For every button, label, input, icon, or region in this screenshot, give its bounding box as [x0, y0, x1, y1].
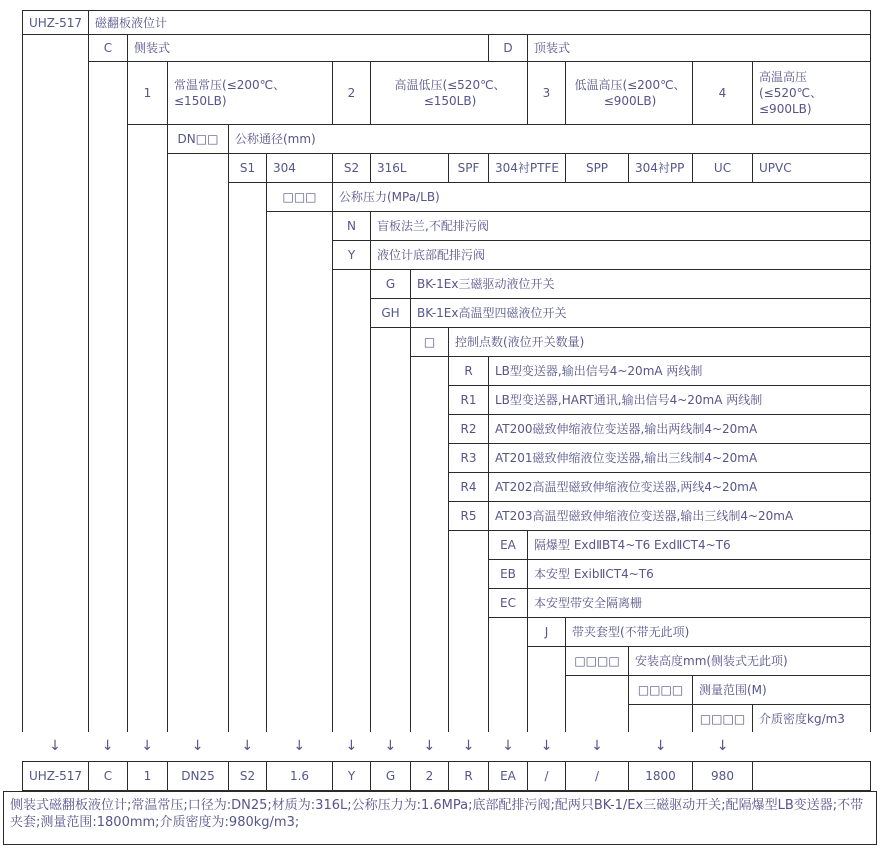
- down-arrow-icon: ↓: [423, 737, 436, 754]
- spacer-cell: [449, 531, 489, 734]
- drain-code-n: N: [333, 212, 371, 241]
- pressure-label: 公称压力(MPa/LB): [333, 183, 871, 212]
- mount-top-label: 顶装式: [528, 35, 871, 62]
- down-arrow-icon: ↓: [141, 737, 153, 754]
- material-code-spp: SPP: [566, 154, 629, 183]
- material-code-s1: S1: [229, 154, 267, 183]
- diameter-code: DN□□: [168, 125, 229, 154]
- example-model: UHZ-517: [23, 762, 89, 791]
- spacer-cell: [23, 35, 89, 734]
- example-diameter: DN25: [168, 762, 229, 791]
- control-points-code: □: [411, 328, 449, 357]
- model-code: UHZ-517: [23, 11, 89, 35]
- example-height-slash: /: [566, 762, 629, 791]
- down-arrow-icon: ↓: [191, 737, 204, 754]
- protection-code-eb: EB: [489, 560, 528, 589]
- arrow-row-empty-cell: [753, 732, 871, 759]
- transmitter-code-r2: R2: [449, 415, 489, 444]
- model-selection-table: [22, 10, 871, 734]
- spacer-cell: [267, 212, 333, 734]
- transmitter-label-r4: AT202高温型磁致伸缩液位变送器,两线4~20mA: [489, 473, 871, 502]
- down-arrow-icon: ↓: [101, 737, 114, 754]
- temp-pressure-code-2: 2: [333, 62, 371, 125]
- table-row: [22, 732, 871, 759]
- example-range: 1800: [629, 762, 693, 791]
- switch-label-gh: BK-1Ex高温型四磁液位开关: [411, 299, 871, 328]
- transmitter-code-r1: R1: [449, 386, 489, 415]
- control-points-label: 控制点数(液位开关数量): [449, 328, 871, 357]
- example-code-table: [22, 761, 871, 791]
- down-arrow-icon: ↓: [241, 737, 254, 754]
- transmitter-label-r5: AT203高温型磁致伸缩液位变送器,输出三线制4~20mA: [489, 502, 871, 531]
- measure-range-label: 测量范围(M): [693, 676, 871, 705]
- example-temp-pressure: 1: [128, 762, 168, 791]
- temp-pressure-code-4: 4: [693, 62, 753, 125]
- jacket-code: J: [528, 618, 566, 647]
- drain-code-y: Y: [333, 241, 371, 270]
- table-row: [23, 125, 871, 154]
- spacer-cell: [168, 154, 229, 734]
- switch-code-g: G: [371, 270, 411, 299]
- transmitter-label-r2: AT200磁致伸缩液位变送器,输出两线制4~20mA: [489, 415, 871, 444]
- material-code-spf: SPF: [449, 154, 489, 183]
- transmitter-label-r3: AT201磁致伸缩液位变送器,输出三线制4~20mA: [489, 444, 871, 473]
- example-pressure: 1.6: [267, 762, 333, 791]
- material-label-s1: 304: [267, 154, 333, 183]
- diameter-label: 公称通径(mm): [229, 125, 871, 154]
- down-arrow-icon: ↓: [502, 737, 514, 754]
- temp-pressure-code-1: 1: [128, 62, 168, 125]
- material-code-uc: UC: [693, 154, 753, 183]
- mount-side-code: C: [89, 35, 128, 62]
- spacer-cell: [528, 647, 566, 734]
- transmitter-code-r5: R5: [449, 502, 489, 531]
- temp-pressure-label-1: 常温常压(≤200℃、≤150LB): [168, 62, 333, 125]
- medium-density-code: □□□□: [693, 705, 753, 734]
- protection-label-ea: 隔爆型 ExdⅡBT4~T6 ExdⅡCT4~T6: [528, 531, 871, 560]
- pressure-code: □□□: [267, 183, 333, 212]
- switch-label-g: BK-1Ex三磁驱动液位开关: [411, 270, 871, 299]
- example-mounting: C: [89, 762, 128, 791]
- switch-code-gh: GH: [371, 299, 411, 328]
- spacer-cell: [489, 618, 528, 734]
- down-arrow-icon: ↓: [591, 737, 603, 754]
- down-arrow-icon: ↓: [654, 737, 667, 754]
- drain-label-n: 盲板法兰,不配排污阀: [371, 212, 871, 241]
- mount-side-label: 侧装式: [128, 35, 489, 62]
- down-arrow-icon: ↓: [293, 737, 306, 754]
- material-label-spp: 304衬PP: [629, 154, 693, 183]
- mount-top-code: D: [489, 35, 528, 62]
- temp-pressure-code-3: 3: [528, 62, 566, 125]
- example-empty-cell: [753, 762, 871, 791]
- example-drain: Y: [333, 762, 371, 791]
- down-arrow-icon: ↓: [49, 737, 61, 754]
- protection-label-ec: 本安型带安全隔离栅: [528, 589, 871, 618]
- protection-label-eb: 本安型 ExibⅡCT4~T6: [528, 560, 871, 589]
- material-label-spf: 304衬PTFE: [489, 154, 566, 183]
- down-arrow-icon: ↓: [345, 737, 358, 754]
- table-row: [23, 11, 871, 35]
- table-row: [23, 35, 871, 62]
- transmitter-code-r: R: [449, 357, 489, 386]
- spacer-cell: [229, 183, 267, 734]
- jacket-label: 带夹套型(不带无此项): [566, 618, 871, 647]
- down-arrow-icon: ↓: [716, 737, 729, 754]
- example-protection: EA: [489, 762, 528, 791]
- protection-code-ec: EC: [489, 589, 528, 618]
- down-arrow-icon: ↓: [384, 737, 397, 754]
- drain-label-y: 液位计底部配排污阀: [371, 241, 871, 270]
- table-row: [23, 62, 871, 125]
- down-arrow-icon: ↓: [540, 737, 553, 754]
- measure-range-code: □□□□: [629, 676, 693, 705]
- transmitter-code-r3: R3: [449, 444, 489, 473]
- material-label-s2: 316L: [371, 154, 449, 183]
- product-name: 磁翻板液位计: [89, 11, 871, 35]
- transmitter-code-r4: R4: [449, 473, 489, 502]
- example-control-points: 2: [411, 762, 449, 791]
- material-label-uc: UPVC: [753, 154, 871, 183]
- example-density: 980: [693, 762, 753, 791]
- example-description: 侧装式磁翻板液位计;常温常压;口径为:DN25;材质为:316L;公称压力为:1.6MPa;底部配排污阀;配两只BK-1/Ex三磁驱动开关;配隔爆型LB变送器;不带夹套;测量范围:1800mm;介质密度为:980kg/m3;: [3, 791, 877, 845]
- spacer-cell: [566, 676, 629, 734]
- medium-density-label: 介质密度kg/m3: [753, 705, 871, 734]
- table-row: [23, 762, 871, 791]
- protection-code-ea: EA: [489, 531, 528, 560]
- install-height-code: □□□□: [566, 647, 629, 676]
- arrow-row: [22, 732, 871, 759]
- example-material: S2: [229, 762, 267, 791]
- transmitter-label-r1: LB型变送器,HART通讯,输出信号4~20mA 两线制: [489, 386, 871, 415]
- spacer-cell: [371, 328, 411, 734]
- spacer-cell: [629, 705, 693, 734]
- spacer-cell: [89, 62, 128, 734]
- example-transmitter: R: [449, 762, 489, 791]
- spacer-cell: [128, 125, 168, 734]
- install-height-label: 安装高度mm(侧装式无此项): [629, 647, 871, 676]
- temp-pressure-label-4: 高温高压(≤520℃、≤900LB): [753, 62, 871, 125]
- spacer-cell: [411, 357, 449, 734]
- material-code-s2: S2: [333, 154, 371, 183]
- transmitter-label-r: LB型变送器,输出信号4~20mA 两线制: [489, 357, 871, 386]
- example-jacket-slash: /: [528, 762, 566, 791]
- temp-pressure-label-3: 低温高压(≤200℃、≤900LB): [566, 62, 693, 125]
- example-switch: G: [371, 762, 411, 791]
- temp-pressure-label-2: 高温低压(≤520℃、≤150LB): [371, 62, 528, 125]
- spacer-cell: [333, 270, 371, 734]
- down-arrow-icon: ↓: [462, 737, 475, 754]
